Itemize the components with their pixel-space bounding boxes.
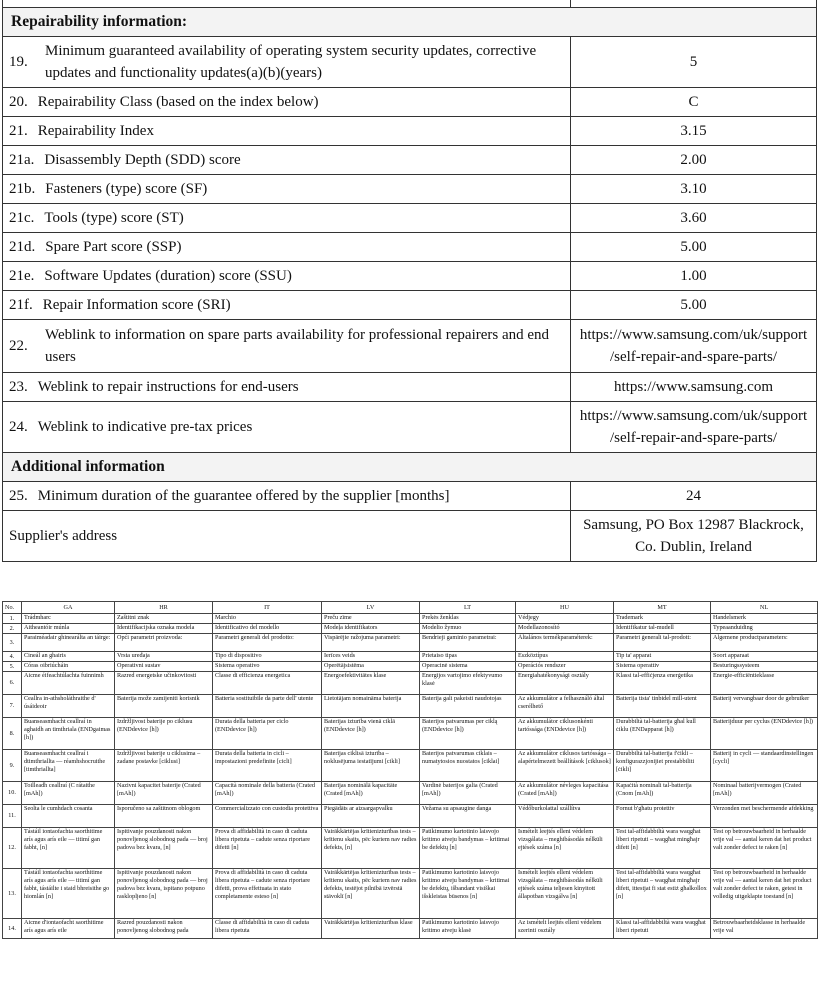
column-header: HU (516, 602, 614, 614)
table-row (3, 919, 818, 939)
table-cell: Bendrieji gaminio parametrai: (420, 634, 516, 652)
table-cell: Baterijas nominālā kapacitāte (Crated [mAh]) (322, 782, 420, 805)
table-cell: Prova di affidabilità in caso di caduta libera ripetuta – cadute senza riportare difetti [n] (213, 828, 322, 869)
row-number: 5. (3, 662, 22, 672)
spec-number: 21b. (9, 180, 36, 197)
row-number: 4. (3, 652, 22, 662)
spec-label: Weblink to repair instructions for end-users (37, 378, 299, 395)
table-cell: Besturingssysteem (711, 662, 818, 672)
table-cell: Baterija može zamijeniti korisnik (115, 695, 213, 718)
table-cell: Az akkumulátor ciklusos tartóssága – alapértelmezett beállítások [ciklusok] (516, 750, 614, 782)
column-header: LV (322, 602, 420, 614)
table-cell: Handelsmerk (711, 614, 818, 624)
spec-label-cell (3, 290, 571, 319)
column-header: IT (213, 602, 322, 614)
section-header-row (3, 452, 817, 481)
table-cell: Vairākkārtējas krītienizturības klase (322, 919, 420, 939)
table-cell: Prietaiso tipas (420, 652, 516, 662)
spec-row (3, 203, 817, 232)
section-title: Repairability information: (3, 7, 817, 36)
table-cell: Parametri generali del prodotto: (213, 634, 322, 652)
spec-value-line: /self-repair-and-spare-parts/ (609, 348, 778, 365)
table-cell: Operációs rendszer (516, 662, 614, 672)
spec-value (571, 510, 817, 561)
spec-label: Weblink to indicative pre-tax prices (37, 418, 253, 435)
table-top-cut-row (3, 0, 817, 7)
table-cell: Ceallra in-athsholáthraithe d' úsáideoir (22, 695, 115, 718)
table-cell: Baterijos patvarumas ciklais – numatytosios nuostatos [ciklai] (420, 750, 516, 782)
spec-label: Repairability Index (37, 122, 154, 139)
column-header: GA (22, 602, 115, 614)
multilingual-table-body (3, 614, 818, 939)
row-number: 9. (3, 750, 22, 782)
spec-value: 24 (571, 481, 817, 510)
spec-value-line: Co. Dublin, Ireland (635, 538, 752, 555)
spec-number: 23. (9, 378, 28, 395)
spec-label-cell (3, 87, 571, 116)
table-cell: Prekės ženklas (420, 614, 516, 624)
spec-number: 20. (9, 93, 28, 110)
table-cell: Preču zīme (322, 614, 420, 624)
table-cell: Test tal-affidabbiltà wara waqgħat liberi ripetuti – waqgħat mingħajr difett [n] (614, 828, 711, 869)
spec-label-cell (3, 116, 571, 145)
spec-row (3, 174, 817, 203)
column-header: LT (420, 602, 516, 614)
spec-number: 21d. (9, 238, 36, 255)
spec-label: Repairability Class (based on the index below) (37, 93, 319, 110)
table-row (3, 624, 818, 634)
spec-row (3, 232, 817, 261)
spec-label: Weblink to information on spare parts availability for professional repairers and end users (45, 326, 550, 365)
table-row (3, 805, 818, 828)
spec-label: Tools (type) score (ST) (44, 209, 184, 226)
table-row (3, 782, 818, 805)
table-cell: Toilleadh ceallraí (C rátaithe [mAh]) (22, 782, 115, 805)
table-cell: Classe di affidabilità in caso di caduta libera ripetuta (213, 919, 322, 939)
table-cell: Nazivni kapacitet baterije (Crated [mAh]) (115, 782, 213, 805)
table-cell: Vispārējie ražojuma parametri: (322, 634, 420, 652)
table-cell: Test op betrouwbaarheid in herhaalde vrije val — aantal keren dat het product valt zonder defect te raken, getest in volledig uitgeklapte toestand [n] (711, 869, 818, 919)
table-cell: Operativni sustav (115, 662, 213, 672)
repairability-spec-table (2, 0, 817, 562)
table-cell: Commercializzato con custodia protettiva (213, 805, 322, 828)
table-cell: Trademark (614, 614, 711, 624)
spec-row (3, 36, 817, 87)
column-header: NL (711, 602, 818, 614)
table-cell: Energie-efficiëntieklasse (711, 672, 818, 695)
spec-row (3, 401, 817, 452)
spec-label-cell (3, 319, 571, 372)
spec-number: 19. (9, 53, 28, 70)
table-cell: Razred pouzdanosti nakon ponovljenog slobodnog pada (115, 919, 213, 939)
spec-number: 21. (9, 122, 28, 139)
table-cell: Trádmharc (22, 614, 115, 624)
table-cell: Test tal-affidabbiltà wara waqgħat liberi ripetuti – waqgħat mingħajr difett, ittestjat fi stat estiż għalkollox [n] (614, 869, 711, 919)
table-cell: Kapaċità nominali tal-batterija (Cnom [mAh]) (614, 782, 711, 805)
spec-label-cell (3, 203, 571, 232)
table-cell: Verzonden met beschermende afdekking (711, 805, 818, 828)
spec-label: Spare Part score (SSP) (45, 238, 182, 255)
spec-number: 24. (9, 418, 28, 435)
spec-label-cell (3, 261, 571, 290)
table-cell: Baterijas izturība vienā ciklā (ENDdevice [h]) (322, 718, 420, 750)
table-row (3, 718, 818, 750)
table-cell: Vairākkārtējas krītienizturības tests – krītienu skaits, pēc kuriem nav radies defekts, [n] (322, 828, 420, 869)
spec-value: https://www.samsung.com (571, 372, 817, 401)
row-number: 14. (3, 919, 22, 939)
table-row (3, 662, 818, 672)
table-row (3, 672, 818, 695)
spec-number: 21f. (9, 296, 33, 313)
table-cell: Izdržljivost baterije u ciklusima – zadane postavke [ciklusi] (115, 750, 213, 782)
row-number: 8. (3, 718, 22, 750)
table-cell: Zaštitni znak (115, 614, 213, 624)
table-cell: Patikimumo kartotinio laisvojo kritimo atveju klasė (420, 919, 516, 939)
table-cell: Lietotājam nomaināma baterija (322, 695, 420, 718)
table-cell: Córas oibriúcháin (22, 662, 115, 672)
table-cell: Klassi tal-affidabbiltà wara waqgħat liberi ripetuti (614, 919, 711, 939)
table-cell: Paraiméadair ghinearálta an táirge: (22, 634, 115, 652)
table-cell: Vrsta uređaja (115, 652, 213, 662)
table-row (3, 652, 818, 662)
spec-row (3, 145, 817, 174)
table-cell: Baterijos patvarumas per ciklą (ENDdevice [h]) (420, 718, 516, 750)
table-cell: Energiahatékonysági osztály (516, 672, 614, 695)
spec-value-line: https://www.samsung.com/uk/support (579, 407, 808, 424)
table-cell: Buanseasmhacht ceallraí i dtimthriallta — réamhshocruithe [timthriallta] (22, 750, 115, 782)
table-cell: Parametri ġenerali tal-prodott: (614, 634, 711, 652)
row-number: 13. (3, 869, 22, 919)
spec-row (3, 261, 817, 290)
table-cell: Modelio žymuo (420, 624, 516, 634)
spec-value: 3.10 (571, 174, 817, 203)
table-cell: Eszköztípus (516, 652, 614, 662)
table-cell: Razred energetske učinkovitosti (115, 672, 213, 695)
table-cell: Energijos vartojimo efektyvumo klasė (420, 672, 516, 695)
table-cell: Védjegy (516, 614, 614, 624)
table-cell: Ierīces veids (322, 652, 420, 662)
table-cell: Aicme d'iontaofacht saorthitime arís agus arís eile (22, 919, 115, 939)
table-cell: Az akkumulátor ciklusonkénti tartóssága (ENDdevice [h]) (516, 718, 614, 750)
table-row (3, 750, 818, 782)
table-cell: Algemene productparameters: (711, 634, 818, 652)
spec-row (3, 372, 817, 401)
table-cell: Operacinė sistema (420, 662, 516, 672)
row-number: 11. (3, 805, 22, 828)
spec-label-cell (3, 372, 571, 401)
table-cell: Klassi tal-effiċjenza enerġetika (614, 672, 711, 695)
table-cell: Piegādāts ar aizsargapvalku (322, 805, 420, 828)
table-row (3, 634, 818, 652)
table-cell: Vardinė baterijos galia (Crated [mAh]) (420, 782, 516, 805)
table-cell: Tipo di dispositivo (213, 652, 322, 662)
table-row (3, 695, 818, 718)
table-cell: Durabbiltà tal-batterija għal kull ċiklu (ENDapparat [h]) (614, 718, 711, 750)
spec-label: Supplier's address (9, 527, 118, 544)
row-number: 10. (3, 782, 22, 805)
spec-row (3, 87, 817, 116)
spec-label: Disassembly Depth (SDD) score (44, 151, 241, 168)
spec-value (571, 319, 817, 372)
table-row (3, 614, 818, 624)
spec-value: 3.15 (571, 116, 817, 145)
table-cell: Tip ta' apparat (614, 652, 711, 662)
multilingual-terms-table (2, 601, 818, 939)
spec-label: Software Updates (duration) score (SSU) (44, 267, 292, 284)
table-cell: Patikimumo kartotinio laisvojo kritimo atveju bandymas – kritimai be defektų [n] (420, 828, 516, 869)
section-header-row (3, 7, 817, 36)
table-cell: Ispitivanje pouzdanosti nakon ponovljenog slobodnog pada — broj padova bez kvara, ispitano potpuno rasklopljeno [n] (115, 869, 213, 919)
spec-label-cell (3, 510, 571, 561)
spec-number: 21c. (9, 209, 35, 226)
spec-value: 1.00 (571, 261, 817, 290)
spec-value: 5.00 (571, 232, 817, 261)
column-header: MT (614, 602, 711, 614)
spec-row (3, 481, 817, 510)
table-cell: Batterij in cycli — standaardinstellingen [cycli] (711, 750, 818, 782)
table-cell: Általános termékparaméterek: (516, 634, 614, 652)
spec-row (3, 290, 817, 319)
column-header: HR (115, 602, 213, 614)
table-cell: Marchio (213, 614, 322, 624)
table-cell: Védőburkolattal szállítva (516, 805, 614, 828)
spec-label: Minimum duration of the guarantee offered by the supplier [months] (37, 487, 450, 504)
table-cell: Ismételt leejtés elleni védelem vizsgálata – meghibásodás nélküli ejtések száma [n] (516, 828, 614, 869)
spec-row (3, 319, 817, 372)
column-header: No. (3, 602, 22, 614)
table-cell: Aitheantóir múnla (22, 624, 115, 634)
spec-number: 22. (9, 337, 28, 354)
table-cell: Opći parametri proizvoda: (115, 634, 213, 652)
table-cell: Baterijas ciklisā izturība – noklusējuma iestatījumi [cikli] (322, 750, 420, 782)
spec-value: C (571, 87, 817, 116)
table-cell: Identifikacijska oznaka modela (115, 624, 213, 634)
multilingual-header-row (3, 602, 818, 614)
table-cell: Batterij vervangbaar door de gebruiker (711, 695, 818, 718)
row-number: 7. (3, 695, 22, 718)
table-cell: Identifikatur tal-mudell (614, 624, 711, 634)
table-cell: Ismételt leejtés elleni védelem vizsgálata – meghibásodás nélküli ejtések száma teljesen kinyitott állapotban vizsgálva [n] (516, 869, 614, 919)
spec-value-line: /self-repair-and-spare-parts/ (609, 429, 778, 446)
table-cell: Betrouwbaarheidsklasse in herhaalde vrije val (711, 919, 818, 939)
table-cell: Ispitivanje pouzdanosti nakon ponovljenog slobodnog pada — broj padova bez kvara, [n] (115, 828, 213, 869)
spec-number: 25. (9, 487, 28, 504)
spec-label-cell (3, 232, 571, 261)
table-cell: Az akkumulátor a felhasználó által cserélhető (516, 695, 614, 718)
section-title: Additional information (3, 452, 817, 481)
table-cell: Batterija tista' tinbidel mill-utent (614, 695, 711, 718)
table-cell: Fornut b'għatu protettiv (614, 805, 711, 828)
table-cell: Aicme éifeachtúlachta fuinnimh (22, 672, 115, 695)
spec-table-body (3, 0, 817, 561)
table-cell: Vežama su apsaugine danga (420, 805, 516, 828)
table-cell: Batterijduur per cyclus (ENDdevice [h]) (711, 718, 818, 750)
spec-value: 5.00 (571, 290, 817, 319)
table-cell: Modeļa identifikators (322, 624, 420, 634)
table-cell: Az akkumulátor névleges kapacitása (Crated [mAh]) (516, 782, 614, 805)
table-cell: Operētājsistēma (322, 662, 420, 672)
table-row (3, 828, 818, 869)
table-cell: Patikimumo kartotinio laisvojo kritimo atveju bandymas – kritimai be defektų, išbandant visiškai išskleistas būsenos [n] (420, 869, 516, 919)
spec-label-cell (3, 145, 571, 174)
table-cell: Energoefektivitātes klase (322, 672, 420, 695)
row-number: 3. (3, 634, 22, 652)
table-cell: Sistema operativo (213, 662, 322, 672)
table-cell: Durata della batteria in cicli – impostazioni predefinite [cicli] (213, 750, 322, 782)
spec-label: Minimum guaranteed availability of operating system security updates, corrective updates and functionality updates(a)(b)(years) (45, 42, 537, 81)
table-cell: Buanseasmhacht ceallraí in aghaidh an timthriala (ENDgaimas [h]) (22, 718, 115, 750)
table-cell: Tástáil iontaofachta saorthitime arís agus arís eile — titimí gan fabht, [n] (22, 828, 115, 869)
spec-label-cell (3, 401, 571, 452)
spec-value: 3.60 (571, 203, 817, 232)
table-cell: Seolta le cumhdach cosanta (22, 805, 115, 828)
spec-label-cell (3, 174, 571, 203)
row-number: 1. (3, 614, 22, 624)
table-cell: Isporučeno sa zaštitnom oblogom (115, 805, 213, 828)
table-cell: Sistema operattiv (614, 662, 711, 672)
spec-value: 2.00 (571, 145, 817, 174)
table-cell: Tástáil iontaofachta saorthitime arís agus arís eile — titimí gan fabht, tástáilte i staid bhreisithe go hiomlán [n] (22, 869, 115, 919)
spec-label-cell (3, 481, 571, 510)
spec-value (571, 401, 817, 452)
row-number: 2. (3, 624, 22, 634)
table-cell: Modellazonosító (516, 624, 614, 634)
table-cell: Vairākkārtējas krītienizturības tests – krītienu skaits, pēc kuriem nav radies defekts, testējot pilnībā izvērstā stāvoklī [n] (322, 869, 420, 919)
table-cell: Az ismételt leejtés elleni védelem szerinti osztály (516, 919, 614, 939)
row-number: 6. (3, 672, 22, 695)
table-cell: Prova di affidabilità in caso di caduta libera ripetuta – cadute senza riportare difetti, prova effettuata in stato completamente esteso [n] (213, 869, 322, 919)
table-cell: Baterija gali pakeisti naudotojas (420, 695, 516, 718)
table-cell: Test op betrouwbaarheid in herhaalde vrije val — aantal keren dat het product valt zonder defect te raken [n] (711, 828, 818, 869)
table-row (3, 869, 818, 919)
spec-number: 21e. (9, 267, 35, 284)
spec-label: Fasteners (type) score (SF) (45, 180, 208, 197)
spec-label: Repair Information score (SRI) (42, 296, 231, 313)
table-cell: Identificativo del modello (213, 624, 322, 634)
table-cell: Soort apparaat (711, 652, 818, 662)
spec-value-line: https://www.samsung.com/uk/support (579, 326, 808, 343)
table-cell: Capacità nominale della batteria (Crated [mAh]) (213, 782, 322, 805)
spec-row (3, 116, 817, 145)
spec-row (3, 510, 817, 561)
spec-value-line: Samsung, PO Box 12987 Blackrock, (583, 516, 804, 533)
table-cell: Batteria sostituibile da parte dell' utente (213, 695, 322, 718)
spec-number: 21a. (9, 151, 35, 168)
table-cell: Classe di efficienza energetica (213, 672, 322, 695)
table-cell: Durata della batteria per ciclo (ENDdevice [h]) (213, 718, 322, 750)
row-number: 12. (3, 828, 22, 869)
table-cell: Durabbiltà tal-batterija f'ċikli – konfigurazzjonijiet prestabbiliti [ċikli] (614, 750, 711, 782)
table-cell: Izdržljivost baterije po ciklusu (ENDdevice [h]) (115, 718, 213, 750)
table-cell: Cineál an ghairis (22, 652, 115, 662)
table-cell: Typeaanduiding (711, 624, 818, 634)
table-cell: Nominaal batterijvermogen (Crated [mAh]) (711, 782, 818, 805)
spec-label-cell (3, 36, 571, 87)
spec-value: 5 (571, 36, 817, 87)
